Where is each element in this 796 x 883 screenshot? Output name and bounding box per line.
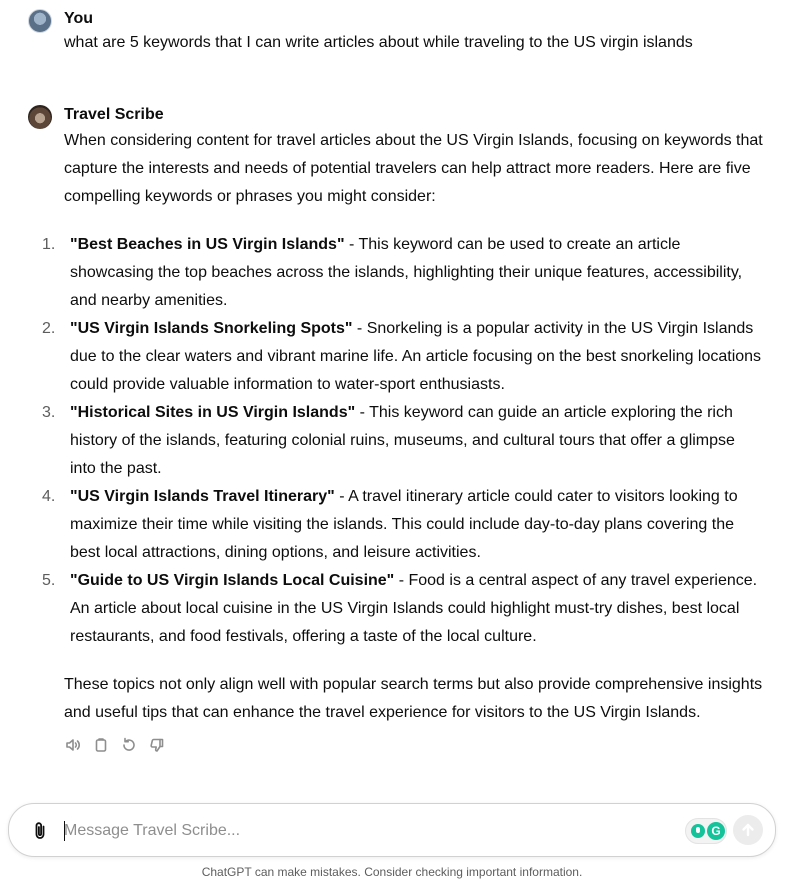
list-item-keyword: "Historical Sites in US Virgin Islands" [70,404,356,421]
list-item [42,483,764,567]
thumbs-down-icon[interactable] [148,736,166,754]
assistant-author-name: Travel Scribe [64,106,164,123]
list-item-description: - This keyword can guide an article exploring the rich history of the islands, featuring colonial ruins, museums, and cultural tours that offer a glimpse into the past. [70,404,735,477]
list-item [42,231,764,315]
assistant-avatar [28,105,52,129]
user-avatar [28,9,52,33]
assistant-message-body [42,127,764,727]
list-item-description: - A travel itinerary article could cater to visitors looking to maximize their time while visiting the islands. This could include day-to-day plans covering the best local attractions, dining options, and leisure activities. [70,488,738,561]
user-author-name: You [64,10,94,27]
message-actions [64,736,166,754]
list-item [42,399,764,483]
assistant-intro: When considering content for travel articles about the US Virgin Islands, focusing on keywords that capture the interests and needs of potential travelers can help attract more readers. Here are five compelling keywords or phrases you might consider: [64,132,763,205]
keyword-list [42,231,764,651]
list-item-description: - Food is a central aspect of any travel experience. An article about local cuisine in the US Virgin Islands could highlight must-try dishes, best local restaurants, and food festivals, offering a taste of the local culture. [70,572,758,645]
arrow-up-icon [740,822,756,838]
message-input[interactable] [64,819,664,843]
list-item-number: 5. [42,572,56,589]
list-item-keyword: "Best Beaches in US Virgin Islands" [70,236,345,253]
user-message [28,8,768,58]
send-button[interactable] [733,815,763,845]
list-item-number: 4. [42,488,56,505]
grammarly-widget[interactable] [685,818,727,844]
list-item-keyword: "US Virgin Islands Snorkeling Spots" [70,320,353,337]
assistant-outro: These topics not only align well with popular search terms but also provide comprehensive insights and useful tips that can enhance the travel experience for visitors to the US Virgin Islands. [64,676,763,721]
list-item-keyword: "US Virgin Islands Travel Itinerary" [70,488,335,505]
regenerate-icon[interactable] [120,736,138,754]
lightbulb-icon [691,824,705,838]
message-composer [8,803,776,857]
list-item-description: - Snorkeling is a popular activity in the US Virgin Islands due to the clear waters and vibrant marine life. An article focusing on the best snorkeling locations could provide valuable information to water-sport enthusiasts. [70,320,762,393]
list-item-number: 2. [42,320,56,337]
copy-icon[interactable] [92,736,110,754]
list-item-number: 3. [42,404,56,421]
list-item-keyword: "Guide to US Virgin Islands Local Cuisine" [70,572,395,589]
text-cursor [64,821,65,841]
grammarly-logo: G [707,822,725,840]
list-item-number: 1. [42,236,56,253]
paperclip-icon[interactable] [29,820,51,842]
speaker-icon[interactable] [64,736,82,754]
list-item-description: - This keyword can be used to create an article showcasing the top beaches across the islands, highlighting their unique features, accessibility, and nearby amenities. [70,236,743,309]
user-message-text: what are 5 keywords that I can write articles about while traveling to the US virgin islands [64,34,693,51]
list-item [42,315,764,399]
list-item [42,567,764,651]
disclaimer: ChatGPT can make mistakes. Consider checking important information. [201,865,583,879]
